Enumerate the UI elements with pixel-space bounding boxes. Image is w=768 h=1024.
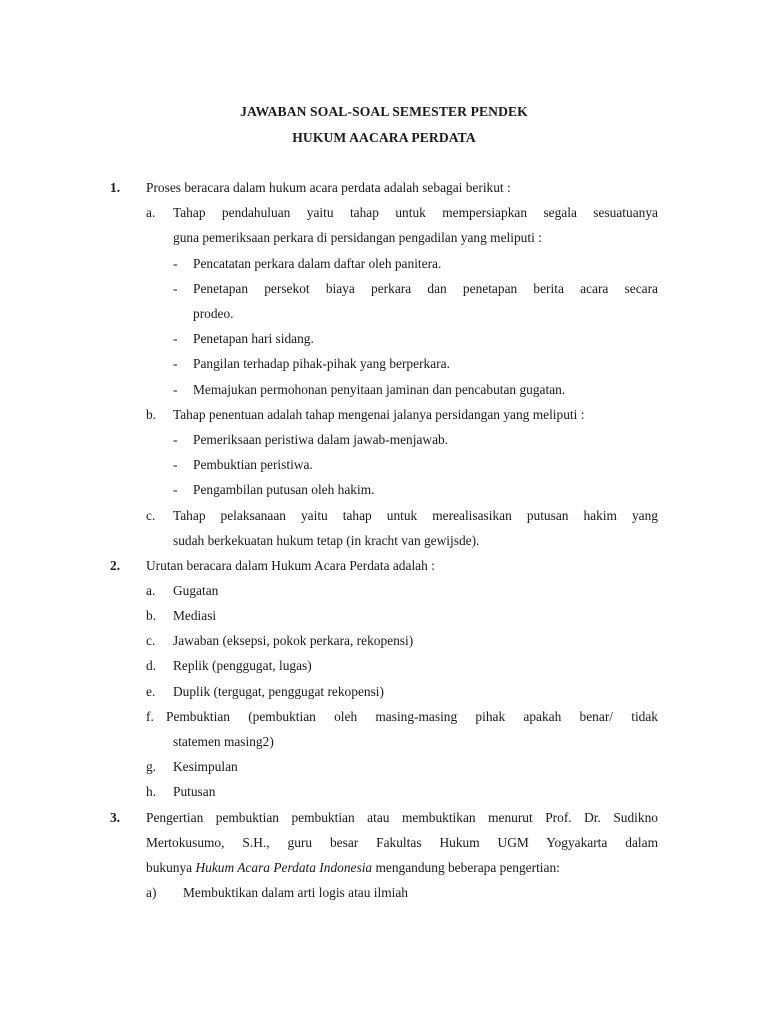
q1-a-item: Pangilan terhadap pihak-pihak yang berperkara. [193, 356, 450, 371]
q2-item-marker: a. [146, 583, 156, 598]
q1-text: Proses beracara dalam hukum acara perdata adalah sebagai berikut : [146, 180, 511, 195]
q1-c-marker: c. [146, 508, 156, 523]
q1-a-item-cont: prodeo. [193, 306, 234, 321]
q2-item-marker: b. [146, 608, 157, 623]
q1-a-line2: guna pemeriksaan perkara di persidangan pengadilan yang meliputi : [173, 230, 542, 245]
q2-item: Replik (penggugat, lugas) [173, 658, 312, 673]
q3-line3 [146, 860, 560, 876]
q2-item: Jawaban (eksepsi, pokok perkara, rekopensi) [173, 633, 414, 648]
q1-b-text: Tahap penentuan adalah tahap mengenai jalanya persidangan yang meliputi : [173, 407, 585, 422]
q1-b-item: Pembuktian peristiwa. [193, 457, 313, 472]
q1-a-item: Memajukan permohonan penyitaan jaminan dan pencabutan gugatan. [193, 382, 566, 397]
bullet-dash: - [173, 457, 178, 472]
q1-b-marker: b. [146, 407, 157, 422]
q1-number: 1. [110, 180, 121, 195]
q2-f-marker: f. [146, 709, 154, 724]
q1-a-item: Penetapan persekot biaya perkara dan penetapan berita acara secara [193, 281, 658, 296]
q2-item-marker: d. [146, 658, 157, 673]
q1-c-line1: Tahap pelaksanaan yaitu tahap untuk merealisasikan putusan hakim yang [173, 508, 658, 523]
q2-h-marker: h. [146, 784, 157, 799]
q1-a-item: Pencatatan perkara dalam daftar oleh panitera. [193, 256, 442, 271]
bullet-dash: - [173, 356, 178, 371]
q1-a-marker: a. [146, 205, 156, 220]
q3-number: 3. [110, 810, 121, 825]
doc-subtitle: HUKUM AACARA PERDATA [292, 130, 476, 145]
bullet-dash: - [173, 382, 178, 397]
q2-number: 2. [110, 558, 121, 573]
q1-b-item: Pengambilan putusan oleh hakim. [193, 482, 375, 497]
q3-a-marker: a) [146, 885, 157, 900]
q2-item-marker: c. [146, 633, 156, 648]
bullet-dash: - [173, 482, 178, 497]
q3-book-title: Hukum Acara Perdata Indonesia [195, 860, 373, 875]
q2-f-line1: Pembuktian (pembuktian oleh masing-masing pihak apakah benar/ tidak [166, 709, 658, 724]
q3-a-text: Membuktikan dalam arti logis atau ilmiah [183, 885, 408, 900]
q2-h-text: Putusan [173, 784, 216, 799]
bullet-dash: - [173, 256, 178, 271]
q1-c-line2: sudah berkekuatan hukum tetap (in kracht van gewijsde). [173, 533, 480, 548]
q2-g-text: Kesimpulan [173, 759, 238, 774]
q1-a-item: Penetapan hari sidang. [193, 331, 314, 346]
q3-line3-post: mengandung beberapa pengertian: [372, 860, 560, 875]
q2-g-marker: g. [146, 759, 157, 774]
q3-line3-pre: bukunya [146, 860, 196, 875]
q3-line1: Pengertian pembuktian pembuktian atau membuktikan menurut Prof. Dr. Sudikno [146, 810, 658, 825]
q2-item: Duplik (tergugat, penggugat rekopensi) [173, 684, 384, 699]
q1-b-item: Pemeriksaan peristiwa dalam jawab-menjawab. [193, 432, 449, 447]
q2-item: Mediasi [173, 608, 217, 623]
doc-title: JAWABAN SOAL-SOAL SEMESTER PENDEK [240, 104, 528, 119]
q2-text: Urutan beracara dalam Hukum Acara Perdata adalah : [146, 558, 435, 573]
q3-line2: Mertokusumo, S.H., guru besar Fakultas Hukum UGM Yogyakarta dalam [146, 835, 658, 850]
q1-a-line1: Tahap pendahuluan yaitu tahap untuk mempersiapkan segala sesuatuanya [173, 205, 658, 220]
bullet-dash: - [173, 281, 178, 296]
q2-item: Gugatan [173, 583, 219, 598]
bullet-dash: - [173, 331, 178, 346]
q2-f-line2: statemen masing2) [173, 734, 274, 749]
q2-item-marker: e. [146, 684, 156, 699]
bullet-dash: - [173, 432, 178, 447]
